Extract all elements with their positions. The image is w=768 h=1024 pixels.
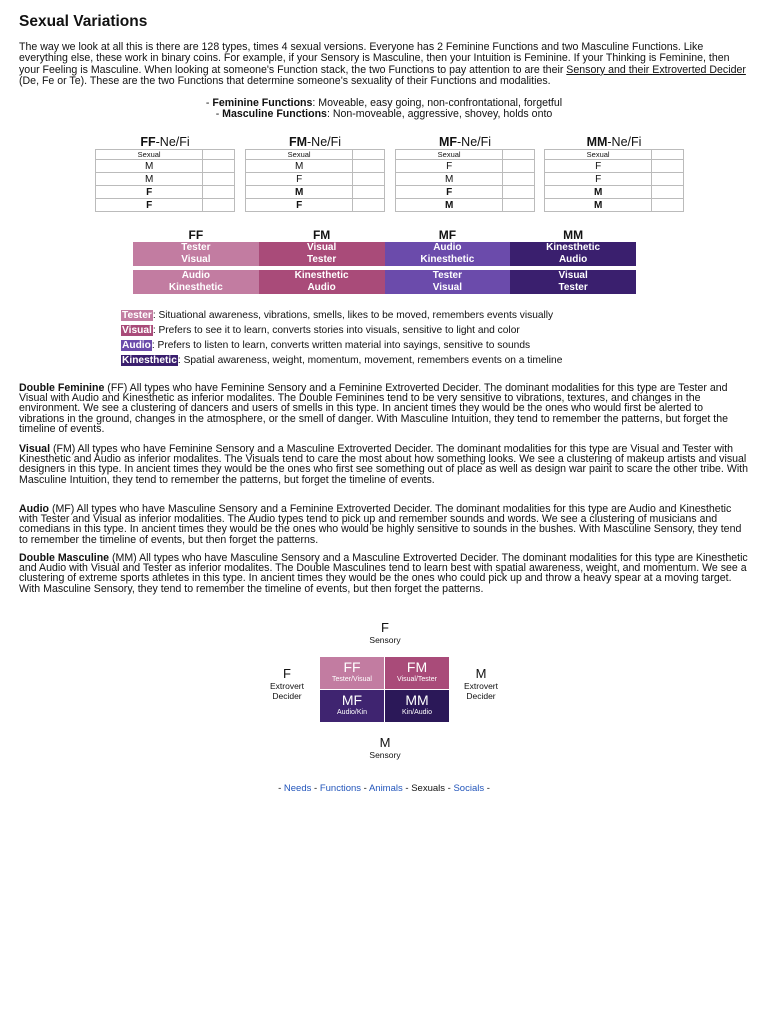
table-cell: F <box>396 186 503 199</box>
cell-sub: Tester/Visual <box>332 676 372 683</box>
legend-text: : Situational awareness, vibrations, smells, likes to be moved, remembers events visually <box>152 310 554 321</box>
table-suffix: -Ne/Fi <box>607 135 642 149</box>
bullet-label: Masculine Functions <box>222 108 327 121</box>
table-code: MM <box>586 135 608 149</box>
cell-code: MF <box>341 692 363 708</box>
nav-separator: - <box>363 783 367 794</box>
table-header-cell: Sexual <box>96 150 203 160</box>
cell-code: MM <box>405 692 429 708</box>
cell-line: Tester <box>432 270 463 281</box>
cell-line: Kinesthetic <box>420 254 475 265</box>
function-table-fm <box>245 135 385 212</box>
modality-cell <box>259 242 385 266</box>
diagram-caption: Sensory <box>369 635 401 645</box>
grid-head: FF <box>188 228 204 242</box>
cell-line: Visual <box>432 282 463 293</box>
paragraph-double-feminine <box>19 383 749 434</box>
paragraph-text: (MM) All types who have Masculine Sensory and a Masculine Extroverted Decider. The dominant modalities for this type are Kinesthetic and Audio with Visual and Tester as inferior modalites. The Double Masculines tend to learn best with spatial awareness, weight, and momentum. We see a clustering of extreme sports athletes in this type. In ancient times they would be the ones who could pick up and throw a heavy spear at a moving target. With Masculine Sensory, they tend to remember the timeline of events, but then forget the patterns. <box>19 552 748 595</box>
diagram-top-label <box>360 620 410 645</box>
nav-current-sexuals: Sexuals <box>411 783 446 794</box>
grid-head: MF <box>438 228 457 242</box>
table-cell: F <box>396 160 503 173</box>
sexuality-diagram <box>250 620 520 770</box>
table-header-cell: Sexual <box>545 150 652 160</box>
paragraph-text: (FF) All types who have Feminine Sensory and a Feminine Extroverted Decider. The dominant modalities for this type are Tester and Visual with Audio and Kinesthetic as inferior modalites. The Double Feminines tend to be very sensitive to vibrations, textures, and changes in the environment. We see a clustering of dancers and users of smells in this type. In ancient times they would be the ones who would first be alerted to vibrations in the ground, changes in the atmosphere, or the smell of danger. With Masculine Intuition, they tend to remember the patterns, but forget the timeline of events. <box>19 382 729 435</box>
legend-tag: Audio <box>122 340 151 351</box>
modality-cell <box>133 270 259 294</box>
function-bullets <box>0 98 768 121</box>
table-code: FM <box>288 135 308 149</box>
page-title: Sexual Variations <box>19 13 148 30</box>
cell-sub: Visual/Tester <box>397 676 437 683</box>
diagram-caption: Decider <box>466 691 496 701</box>
function-table <box>395 149 535 212</box>
cell-line: Kinesthetic <box>546 242 601 253</box>
modality-cell <box>259 270 385 294</box>
function-table <box>544 149 684 212</box>
diagram-cell-mm <box>385 690 449 722</box>
diagram-letter: F <box>381 620 389 635</box>
modality-grid <box>133 229 636 294</box>
cell-line: Audio <box>558 254 588 265</box>
diagram-cell-mf <box>320 690 384 722</box>
table-header-cell: Sexual <box>246 150 353 160</box>
cell-code: FM <box>406 659 428 675</box>
table-cell: F <box>96 199 203 212</box>
nav-link-animals[interactable]: Animals <box>368 783 403 794</box>
legend-tag: Tester <box>122 310 152 321</box>
diagram-bottom-label <box>360 735 410 760</box>
table-heading <box>245 135 385 149</box>
cell-line: Tester <box>306 254 337 265</box>
table-cell: M <box>545 199 652 212</box>
table-code: MF <box>438 135 458 149</box>
table-cell: M <box>396 173 503 186</box>
modality-cell <box>510 270 636 294</box>
table-heading <box>544 135 684 149</box>
modality-cell <box>385 270 511 294</box>
nav-separator: - <box>447 783 451 794</box>
table-cell: M <box>246 160 353 173</box>
nav-separator: - <box>278 783 282 794</box>
legend-tag: Kinesthetic <box>122 355 177 366</box>
nav-link-functions[interactable]: Functions <box>319 783 362 794</box>
table-cell: M <box>396 199 503 212</box>
legend-item-visual <box>121 323 562 338</box>
cell-line: Tester <box>181 242 211 253</box>
cell-line: Audio <box>307 282 336 293</box>
nav-link-socials[interactable]: Socials <box>453 783 485 794</box>
legend-item-kinesthetic <box>121 353 562 368</box>
cell-code: FF <box>343 659 361 675</box>
paragraph-double-masculine <box>19 553 749 594</box>
paragraph-text: (FM) All types who have Feminine Sensory and a Masculine Extroverted Decider. The dominant modalities for this type are Visual and Tester with Kinesthetic and Audio as inferior modalites. The Visuals tend to care the most about how something looks. We see a clustering of makeup artists and visual designers in this type. In ancient times they would be the ones who first see something out of place as well as design war paint to scare the other tribe. With Masculine Intuition, they tend to remember the patterns, but forget the timeline of events. <box>19 443 749 486</box>
diagram-letter: M <box>379 735 391 750</box>
diagram-caption: Decider <box>272 691 302 701</box>
paragraph-heading: Audio <box>19 503 50 515</box>
table-cell: F <box>545 160 652 173</box>
table-cell: F <box>545 173 652 186</box>
intro-underlined-link[interactable]: Sensory and their Extroverted Decider <box>566 63 746 76</box>
diagram-right-label <box>450 666 512 701</box>
legend-tag: Visual <box>122 325 152 336</box>
table-cell: M <box>96 160 203 173</box>
cell-line: Visual <box>558 270 588 281</box>
table-heading <box>395 135 535 149</box>
modality-grid-heads <box>133 229 636 242</box>
modality-cell <box>385 242 511 266</box>
table-suffix: -Ne/Fi <box>457 135 492 149</box>
nav-link-needs[interactable]: Needs <box>283 783 312 794</box>
modality-cell <box>133 242 259 266</box>
table-cell: F <box>246 173 353 186</box>
cell-line: Audio <box>433 242 462 253</box>
bullet-text: : Non-moveable, aggressive, shovey, holds onto <box>326 108 553 121</box>
legend-item-tester <box>121 308 562 323</box>
table-cell: M <box>96 173 203 186</box>
table-header-cell: Sexual <box>396 150 503 160</box>
function-table <box>245 149 385 212</box>
cell-sub: Kin/Audio <box>402 709 432 716</box>
bullet-label: Feminine Functions <box>212 97 313 109</box>
function-table-ff <box>95 135 235 212</box>
legend-text: : Spatial awareness, weight, momentum, movement, remembers events on a timeline <box>177 355 563 366</box>
nav-separator: - <box>486 783 490 794</box>
grid-head: MM <box>563 228 584 242</box>
bullet-masculine: - Masculine Functions: Non-moveable, aggressive, shovey, holds onto <box>215 108 553 121</box>
paragraph-visual <box>19 444 749 485</box>
paragraph-heading: Double Feminine <box>19 382 105 394</box>
table-suffix: -Ne/Fi <box>155 135 190 149</box>
legend-text: : Prefers to listen to learn, converts written material into sayings, sensitive to sounds <box>151 340 531 351</box>
intro-text-2: (De, Fe or Te). These are the two Functions that determine someone's sexuality of their Functions and modalities. <box>19 75 551 88</box>
function-table-mf <box>395 135 535 212</box>
cell-line: Tester <box>558 282 588 293</box>
cell-line: Kinesthetic <box>294 270 349 281</box>
table-suffix: -Ne/Fi <box>307 135 342 149</box>
paragraph-audio <box>19 504 749 545</box>
intro-text-1: The way we look at all this is there are 128 types, times 4 sexual versions. Everyone has 2 Feminine Functions and two Masculine Functions. Like everything else, these work in binary coins. For example, if your Sensory is Masculine, then your Intuition is Feminine. If your Thinking is Feminine, then your Feeling is Masculine. When looking at someone's Function stack, the two Functions to pay attention to are their <box>19 41 730 76</box>
modality-cell <box>510 242 636 266</box>
table-cell: M <box>545 186 652 199</box>
function-table-mm <box>544 135 684 212</box>
cell-sub: Audio/Kin <box>337 709 367 716</box>
paragraph-heading: Visual <box>19 443 51 455</box>
table-cell: M <box>246 186 353 199</box>
cell-line: Visual <box>306 242 337 253</box>
nav-separator: - <box>405 783 409 794</box>
diagram-caption: Sensory <box>369 750 401 760</box>
bullet-feminine: - Feminine Functions: Moveable, easy going, non-confrontational, forgetful <box>205 97 563 109</box>
cell-line: Visual <box>181 254 211 265</box>
grid-head: FM <box>312 228 331 242</box>
function-table <box>95 149 235 212</box>
footer-nav <box>0 783 768 794</box>
diagram-cell-ff <box>320 657 384 689</box>
paragraph-text: (MF) All types who have Masculine Sensory and a Feminine Extroverted Decider. The dominant modalities for this type are Audio and Kinesthetic with Tester and Visual as inferior modalities. The Audio types tend to pick up and remember sounds and words. We see a clustering of musicians and comedians in this type. In ancient times they would be the ones who would be highly sensitive to sounds in the bushes. With Masculine Sensory, they tend to remember the timeline of events, but then forget the patterns. <box>19 503 742 546</box>
nav-separator: - <box>314 783 318 794</box>
modality-legend <box>121 308 562 368</box>
diagram-caption: Extrovert <box>463 681 498 691</box>
legend-text: : Prefers to see it to learn, converts stories into visuals, sensitive to light and color <box>152 325 520 336</box>
paragraph-heading: Double Masculine <box>19 552 110 564</box>
table-code: FF <box>140 135 156 149</box>
modality-row-dominant <box>133 242 636 266</box>
diagram-left-label <box>256 666 318 701</box>
legend-item-audio <box>121 338 562 353</box>
diagram-letter: M <box>475 666 487 681</box>
table-cell: F <box>246 199 353 212</box>
cell-line: Audio <box>181 270 211 281</box>
cell-line: Kinesthetic <box>168 282 223 293</box>
diagram-caption: Extrovert <box>269 681 304 691</box>
diagram-cell-fm <box>385 657 449 689</box>
table-cell: F <box>96 186 203 199</box>
modality-row-inferior <box>133 270 636 294</box>
diagram-letter: F <box>283 666 291 681</box>
bullet-text: : Moveable, easy going, non-confrontational, forgetful <box>312 97 563 109</box>
table-heading <box>95 135 235 149</box>
intro-paragraph <box>19 42 749 88</box>
